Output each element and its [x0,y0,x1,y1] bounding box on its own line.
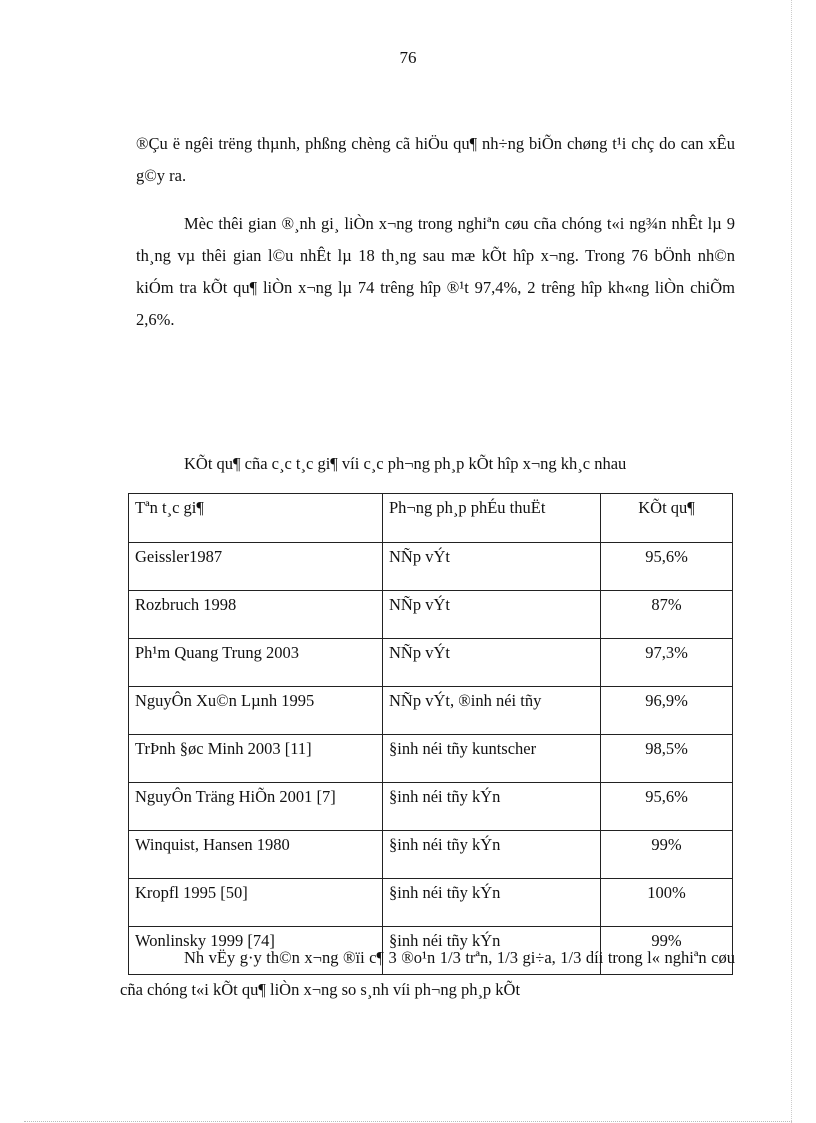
table-row [129,831,733,879]
table-row [129,591,733,639]
page-number: 76 [399,48,417,67]
author-cell: Winquist, Hansen 1980 [129,831,383,879]
table-row [129,783,733,831]
table-row [129,735,733,783]
author-cell: Ph¹m Quang Trung 2003 [129,639,383,687]
result-cell: 95,6% [601,783,733,831]
result-cell: 97,3% [601,639,733,687]
method-cell: §inh néi tñy kÝn [383,879,601,927]
table-row [129,879,733,927]
page-edge-rule [791,0,792,1123]
header-method: Ph¬ng ph¸p phÉu thuËt [383,494,601,543]
header-author: Tªn t¸c gi¶ [129,494,383,543]
paragraph-3: Nh vËy g·y th©n x¬ng ®ïi c¶ 3 ®o¹n 1/3 trªn, 1/3 gi÷a, 1/3 díi trong l« nghiªn cøu cña chóng t«i kÕt qu¶ liÒn x¬ng so s¸nh víi ph¬ng ph¸p kÕt [120,948,735,999]
method-cell: NÑp vÝt, ®inh néi tñy [383,687,601,735]
table-header-row [129,494,733,543]
method-cell: §inh néi tñy kuntscher [383,735,601,783]
table-row [129,639,733,687]
method-cell: NÑp vÝt [383,639,601,687]
method-cell: §inh néi tñy kÝn [383,927,601,975]
author-cell: Wonlinsky 1999 [74] [129,927,383,975]
header-result: KÕt qu¶ [601,494,733,543]
results-table [128,493,733,975]
result-cell: 87% [601,591,733,639]
method-cell: §inh néi tñy kÝn [383,783,601,831]
result-cell: 95,6% [601,543,733,591]
result-cell: 96,9% [601,687,733,735]
author-cell: NguyÔn Träng HiÕn 2001 [7] [129,783,383,831]
result-cell: 99% [601,927,733,975]
author-cell: TrÞnh §øc Minh 2003 [11] [129,735,383,783]
method-cell: NÑp vÝt [383,543,601,591]
result-cell: 99% [601,831,733,879]
paragraph-1: ®Çu ë ngêi trëng thµnh, phßng chèng cã hiÖu qu¶ nh÷ng biÕn chøng t¹i chç do can xÊu g©y ra. [136,134,735,185]
paragraph-2: Mèc thêi gian ®¸nh gi¸ liÒn x¬ng trong nghiªn cøu cña chóng t«i ng¾n nhÊt lµ 9 th¸ng vµ thêi gian l©u nhÊt lµ 18 th¸ng sau mæ kÕt hîp x¬ng. Trong 76 bÖnh nh©n kiÓm tra kÕt qu¶ liÒn x¬ng lµ 74 trêng hîp ®¹t 97,4%, 2 trêng hîp kh«ng liÒn chiÕm 2,6%. [136,214,735,329]
result-cell: 98,5% [601,735,733,783]
table-row [129,687,733,735]
table-row [129,543,733,591]
author-cell: Rozbruch 1998 [129,591,383,639]
author-cell: Geissler1987 [129,543,383,591]
author-cell: Kropfl 1995 [50] [129,879,383,927]
method-cell: §inh néi tñy kÝn [383,831,601,879]
result-cell: 100% [601,879,733,927]
author-cell: NguyÔn Xu©n Lµnh 1995 [129,687,383,735]
page-bottom-rule [24,1121,792,1122]
method-cell: NÑp vÝt [383,591,601,639]
table-caption: KÕt qu¶ cña c¸c t¸c gi¶ víi c¸c ph¬ng ph¸p kÕt hîp x¬ng kh¸c nhau [184,454,627,473]
